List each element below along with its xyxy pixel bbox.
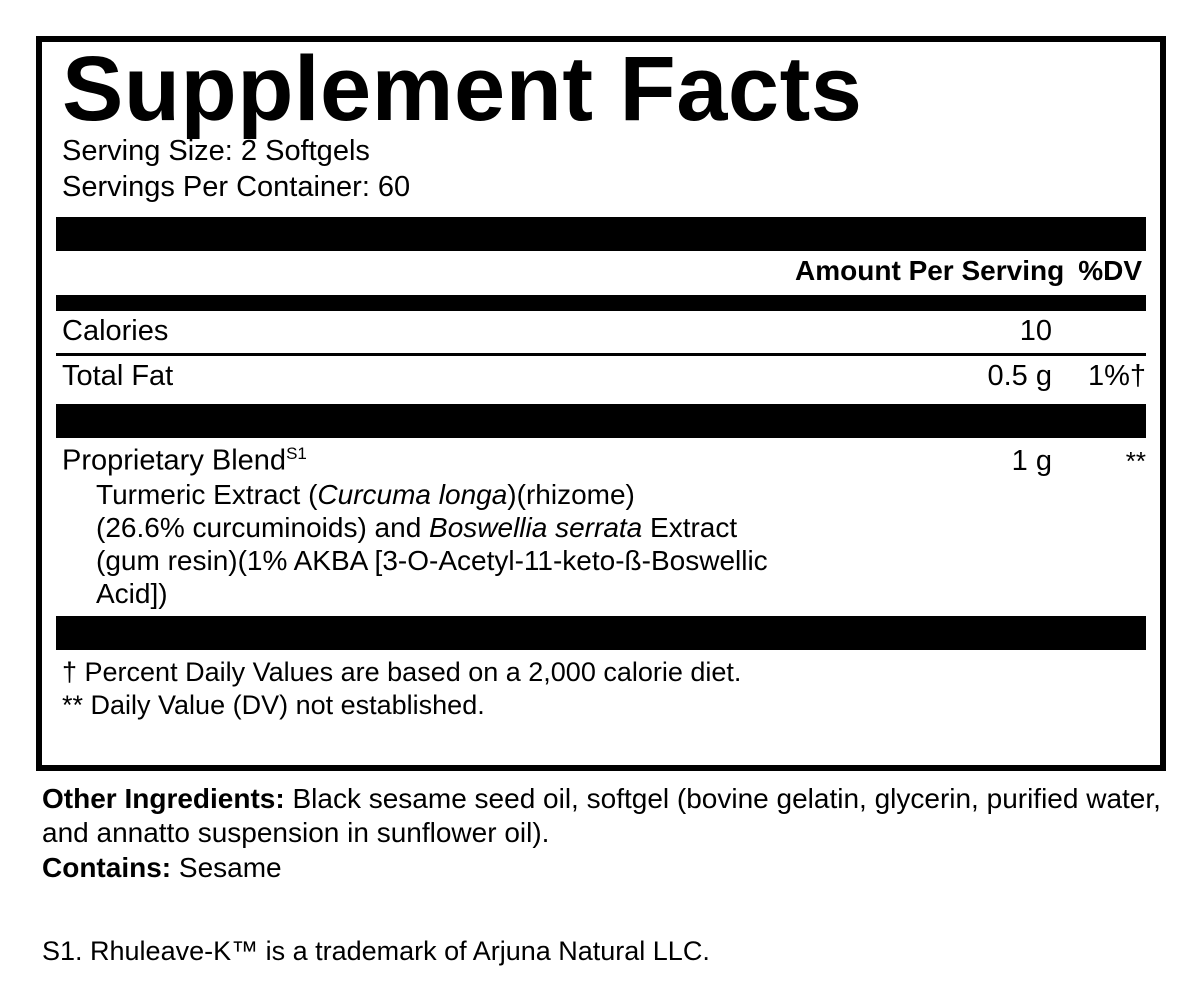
column-headers <box>56 251 1146 291</box>
servings-per-container-text: Servings Per Container: 60 <box>62 170 411 203</box>
blend-footnote-marker: S1 <box>286 443 307 463</box>
blend-desc-line: (gum resin)(1% AKBA [3-O-Acetyl-11-keto-ß-Boswellic <box>96 544 768 576</box>
trademark-note: S1. Rhuleave-K™ is a trademark of Arjuna Natural LLC. <box>42 935 710 966</box>
table-row <box>56 356 1146 398</box>
proprietary-blend-description <box>96 478 1146 610</box>
contains-label: Contains: <box>42 852 172 884</box>
blend-desc-line: Turmeric Extract (Curcuma longa)(rhizome) <box>96 478 635 510</box>
page-title: Supplement Facts <box>62 38 863 140</box>
footnote-dv-not-established: ** Daily Value (DV) not established. <box>62 690 485 721</box>
other-ingredients <box>42 782 1172 849</box>
proprietary-blend-row <box>56 438 1146 478</box>
other-ingredients-label: Other Ingredients: <box>42 783 285 814</box>
footnote-daily-values: † Percent Daily Values are based on a 2,000 calorie diet. <box>62 656 742 687</box>
below-panel-text <box>42 782 1172 967</box>
nutrient-name: Calories <box>62 314 169 347</box>
footnotes <box>62 650 1146 724</box>
divider-bar-before-footnotes <box>56 616 1146 650</box>
table-row <box>56 311 1146 353</box>
blend-desc-line: (26.6% curcuminoids) and Boswellia serrata Extract <box>96 511 738 543</box>
contains-statement <box>42 851 1172 885</box>
divider-bar-under-headers <box>56 295 1146 311</box>
contains-text: Sesame <box>171 852 282 884</box>
proprietary-blend-name: Proprietary Blend$^{S1}$ <box>62 443 307 477</box>
divider-bar-top <box>56 217 1146 251</box>
nutrient-amount: 0.5 g <box>987 359 1052 392</box>
proprietary-blend-amount: 1 g <box>1011 444 1052 477</box>
proprietary-blend-dv: ** <box>1125 445 1146 476</box>
other-ingredients-text: Black sesame seed oil, softgel (bovine gelatin, glycerin, purified water, and annatto suspension in sunflower oil). <box>42 783 1161 848</box>
divider-bar-before-blend <box>56 404 1146 438</box>
blend-desc-line: Acid]) <box>96 577 168 609</box>
supplement-facts-panel <box>36 36 1166 771</box>
nutrient-dv: 1%† <box>1087 359 1146 392</box>
nutrient-name: Total Fat <box>62 359 174 392</box>
amount-per-serving-header: Amount Per Serving <box>795 254 1065 286</box>
serving-size-text: Serving Size: 2 Softgels <box>62 135 370 168</box>
nutrient-amount: 10 <box>1019 314 1052 347</box>
percent-dv-header: %DV <box>1078 254 1142 286</box>
